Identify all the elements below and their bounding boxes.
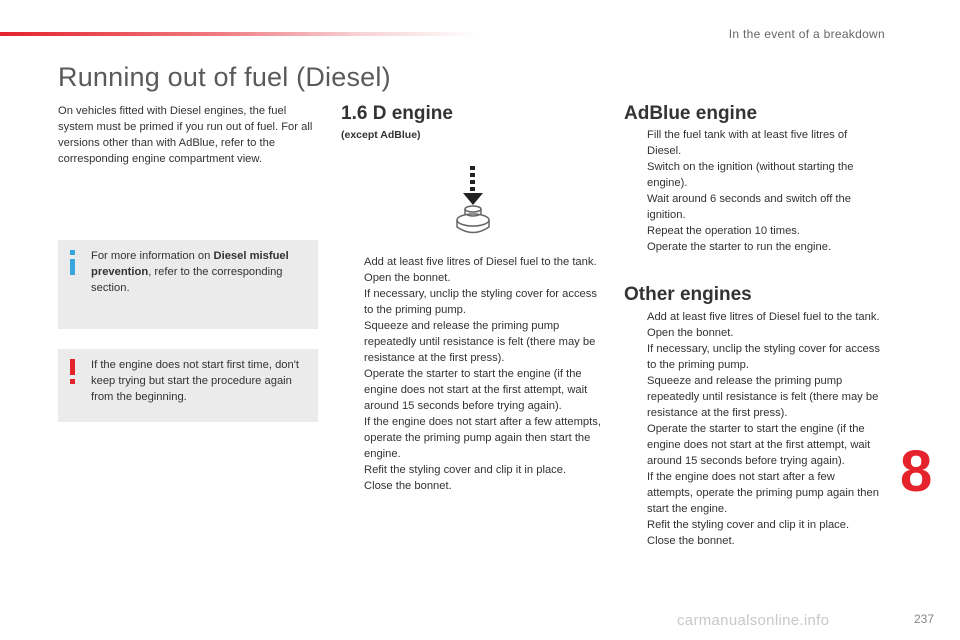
- intro-paragraph: On vehicles fitted with Diesel engines, the fuel system must be primed if you run out of fuel. For all versions other than with AdBlue, refer to the corresponding engine compartment view.: [58, 105, 313, 165]
- step-text: Fill the fuel tank with at least five litres of Diesel.: [647, 129, 848, 157]
- list-item: [624, 469, 882, 517]
- info-icon: [70, 250, 75, 275]
- warning-box-text: If the engine does not start first time, don't keep trying but start the procedure again from the beginning.: [91, 359, 299, 403]
- list-item: [624, 341, 882, 373]
- header-accent-bar: [0, 32, 480, 36]
- step-text: Switch on the ignition (without starting the engine).: [647, 161, 854, 189]
- steps-16d-engine: [341, 254, 603, 494]
- list-item: [624, 191, 882, 223]
- info-box: [58, 240, 318, 329]
- steps-other-engines: [624, 309, 882, 549]
- section-header: In the event of a breakdown: [728, 27, 885, 41]
- subheading-except-adblue: (except AdBlue): [341, 129, 421, 141]
- step-text: Squeeze and release the priming pump repeatedly until resistance is felt (there may be resistance at the first press).: [647, 375, 879, 419]
- list-item: [341, 366, 603, 414]
- list-item: [624, 223, 882, 239]
- step-text: Open the bonnet.: [364, 272, 451, 284]
- step-text: Operate the starter to start the engine (if the engine does not start at the first attempt, wait around 15 seconds before trying again).: [647, 423, 871, 467]
- step-text: If necessary, unclip the styling cover for access to the priming pump.: [364, 288, 597, 316]
- step-text: If necessary, unclip the styling cover for access to the priming pump.: [647, 343, 880, 371]
- chapter-number: 8: [900, 439, 933, 504]
- list-item: [624, 127, 882, 159]
- list-item: [624, 325, 882, 341]
- list-item: [341, 414, 603, 462]
- list-item: [341, 478, 603, 494]
- page-title: Running out of fuel (Diesel): [58, 62, 391, 92]
- info-box-bold: Diesel misfuel prevention: [91, 250, 289, 278]
- step-text: Refit the styling cover and clip it in place.: [647, 519, 850, 531]
- step-text: Close the bonnet.: [647, 535, 735, 547]
- heading-16d-engine: 1.6 D engine: [341, 103, 453, 124]
- list-item: [341, 270, 603, 286]
- list-item: [341, 318, 603, 366]
- step-text: Open the bonnet.: [647, 327, 734, 339]
- list-item: [341, 462, 603, 478]
- info-box-text: [91, 248, 313, 296]
- list-item: [624, 239, 882, 255]
- heading-adblue-engine: AdBlue engine: [624, 103, 758, 124]
- page-number: 237: [914, 612, 935, 626]
- list-item: [341, 254, 603, 270]
- list-item: [624, 309, 882, 325]
- heading-other-engines: Other engines: [624, 284, 752, 305]
- list-item: [624, 159, 882, 191]
- info-box-post: , refer to the corresponding section.: [91, 266, 283, 294]
- step-text: Squeeze and release the priming pump repeatedly until resistance is felt (there may be resistance at the first press).: [364, 320, 596, 364]
- step-text: Wait around 6 seconds and switch off the ignition.: [647, 193, 851, 221]
- list-item: [624, 517, 882, 533]
- warning-box: [58, 349, 318, 422]
- priming-pump-icon: [452, 164, 494, 240]
- list-item: [624, 373, 882, 421]
- list-item: [624, 533, 882, 549]
- step-text: Add at least five litres of Diesel fuel to the tank.: [647, 311, 880, 323]
- step-text: Close the bonnet.: [364, 480, 452, 492]
- step-text: If the engine does not start after a few attempts, operate the priming pump again then start the engine.: [364, 416, 601, 460]
- steps-adblue-engine: [624, 127, 882, 255]
- step-text: Refit the styling cover and clip it in place.: [364, 464, 567, 476]
- list-item: [624, 421, 882, 469]
- watermark: carmanualsonline.info: [677, 612, 830, 629]
- warning-icon: [70, 359, 75, 384]
- step-text: Repeat the operation 10 times.: [647, 225, 800, 237]
- step-text: Operate the starter to run the engine.: [647, 241, 832, 253]
- step-text: Add at least five litres of Diesel fuel to the tank.: [364, 256, 597, 268]
- step-text: Operate the starter to start the engine (if the engine does not start at the first attempt, wait around 15 seconds before trying again).: [364, 368, 588, 412]
- list-item: [341, 286, 603, 318]
- step-text: If the engine does not start after a few attempts, operate the priming pump again then start the engine.: [647, 471, 879, 515]
- info-box-pre: For more information on: [91, 250, 214, 262]
